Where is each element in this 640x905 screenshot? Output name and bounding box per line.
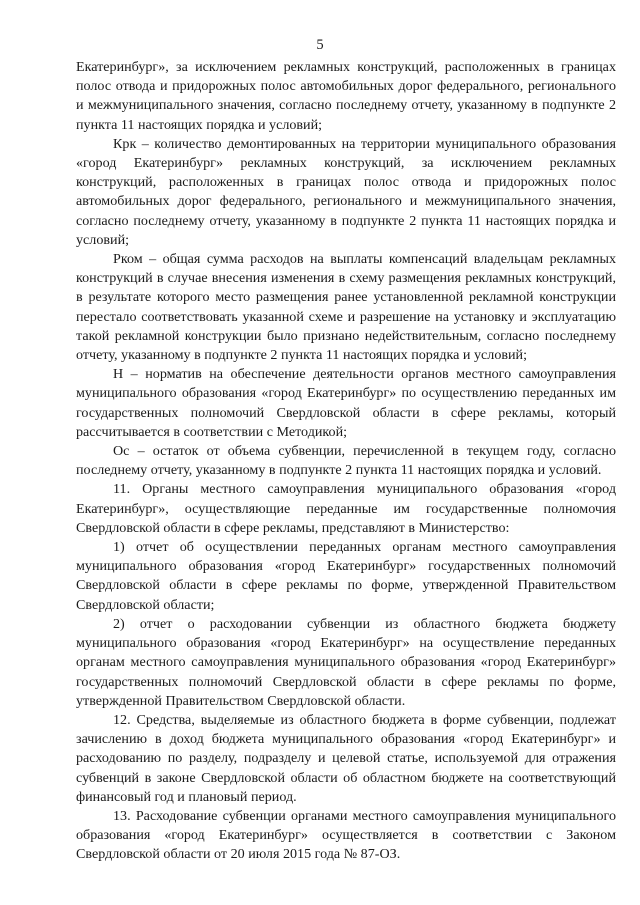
paragraph-continuation: Екатеринбург», за исключением рекламных конструкций, расположенных в границах полос отвода и придорожных полос автомобильных дорог федерального, регионального и межмуниципального значения, согласно последнему отчету, указанному в подпункте 2 пункта 11 настоящих порядка и условий;	[76, 59, 616, 133]
paragraph-11-2: 2) отчет о расходовании субвенции из областного бюджета бюджету муниципального образования «город Екатеринбург» на осуществление переданных органам местного самоуправления муниципального образования «город Екатеринбург» государственных полномочий Свердловской области в сфере рекламы по форме, утвержденной Правительством Свердловской области.	[76, 615, 616, 709]
paragraph-os: Ос – остаток от объема субвенции, перечисленной в текущем году, согласно последнему отчету, указанному в подпункте 2 пункта 11 настоящих порядка и условий.	[76, 443, 616, 479]
paragraph-13: 13. Расходование субвенции органами местного самоуправления муниципального образования «город Екатеринбург» осуществляется в соответствии с Законом Свердловской области от 20 июля 2015 года № 87-ОЗ.	[76, 807, 616, 863]
paragraph-n: Н – норматив на обеспечение деятельности органов местного самоуправления муниципального образования «город Екатеринбург» по осуществлению переданных им государственных полномочий Свердловской области в сфере рекламы, который рассчитывается в соответствии с Методикой;	[76, 366, 616, 440]
paragraph-11-1: 1) отчет об осуществлении переданных органам местного самоуправления муниципального образования «город Екатеринбург» государственных полномочий Свердловской области в сфере рекламы по форме, утвержденной Правительством Свердловской области;	[76, 539, 616, 613]
page-number: 5	[316, 37, 324, 53]
paragraph-rkom: Рком – общая сумма расходов на выплаты компенсаций владельцам рекламных конструкций в случае внесения изменения в схему размещения рекламных конструкций, в результате которого место размещения ранее установленной рекламной конструкции перестало соответствовать указанной схеме и разрешение на установку и эксплуатацию такой рекламной конструкции было признано недействительным, согласно последнему отчету, указанному в подпункте 2 пункта 11 настоящих порядка и условий;	[76, 251, 616, 364]
paragraph-12: 12. Средства, выделяемые из областного бюджета в форме субвенции, подлежат зачислению в доход бюджета муниципального образования «город Екатеринбург» и расходованию по разделу, подразделу и целевой статье, используемой для отражения субвенций в законе Свердловской области об областном бюджете на соответствующий финансовый год и плановый период.	[76, 711, 616, 805]
paragraph-11: 11. Органы местного самоуправления муниципального образования «город Екатеринбург», осуществляющие переданные им государственные полномочия Свердловской области в сфере рекламы, представляют в Министерство:	[76, 481, 616, 536]
paragraph-krk: Крк – количество демонтированных на территории муниципального образования «город Екатеринбург» рекламных конструкций, за исключением рекламных конструкций, расположенных в границах полос отвода и придорожных полос автомобильных дорог федерального, регионального и межмуниципального значения, согласно последнему отчету, указанному в подпункте 2 пункта 11 настоящих порядка и условий;	[76, 135, 616, 248]
